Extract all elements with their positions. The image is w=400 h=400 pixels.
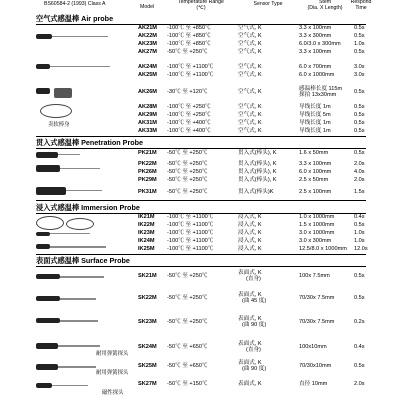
- time-cell: 0.5s: [354, 33, 365, 39]
- probe-label-sk25: 耐用弹簧探头: [96, 370, 129, 376]
- model-cell: AK25M: [138, 72, 157, 78]
- time-cell: 0.4s: [354, 344, 365, 350]
- type-cell: 浸入式, K: [238, 246, 262, 252]
- temp-cell: -50℃ 至 +250℃: [167, 273, 208, 279]
- model-cell: IK21M: [138, 214, 155, 220]
- type-cell: 表面式, K: [238, 292, 262, 298]
- time-cell: 4.0s: [354, 169, 365, 175]
- probe-rod: [58, 366, 96, 368]
- section-immersion-probe: 浸入式感温棒 Immersion Probe: [36, 202, 366, 213]
- type-cell-2: (曲 90 度): [242, 366, 267, 372]
- model-cell: AK23M: [138, 41, 157, 47]
- temp-cell: -50℃ 至 +250℃: [167, 150, 208, 156]
- probe-label-sk27: 磁性探头: [102, 390, 124, 396]
- probe-illustration-penetration: [36, 150, 126, 200]
- temp-cell: -100℃ 至 +850℃: [167, 33, 211, 39]
- model-cell: AK28M: [138, 104, 157, 110]
- model-cell: AK29M: [138, 112, 157, 118]
- time-cell: 3.0s: [354, 72, 365, 78]
- model-cell: AK22M: [138, 33, 157, 39]
- time-cell: 0.5s: [354, 363, 365, 369]
- probe-rod: [60, 276, 104, 278]
- model-cell: PK22M: [138, 161, 157, 167]
- probe-rod: [50, 233, 90, 234]
- section-surface-probe: 表面式感温棒 Surface Probe: [36, 255, 366, 266]
- probe-handle: [36, 364, 58, 370]
- stem-cell: 12.5/8.0 x 1000mm: [299, 246, 347, 252]
- temp-cell: -50℃ 至 +250℃: [167, 177, 208, 183]
- stem-cell: 3.0 x 1000mm: [299, 230, 335, 236]
- model-cell: AK27M: [138, 49, 157, 55]
- model-cell: AK26M: [138, 89, 157, 95]
- section-air-probe: 空气式感温棒 Air probe: [36, 13, 366, 24]
- model-cell: IK24M: [138, 238, 155, 244]
- stem-cell: 6.0 x 100mm: [299, 169, 332, 175]
- stem-cell: 3.0 x 300mm: [299, 238, 332, 244]
- table-row: [36, 127, 366, 135]
- type-cell: 空气式, K: [238, 89, 262, 95]
- temp-cell: -100℃ 至 +250℃: [167, 112, 211, 118]
- respond-sub-header: Time: [355, 5, 367, 11]
- probe-handle: [36, 232, 50, 236]
- stem-cell: 6.0 x 700mm: [299, 64, 332, 70]
- stem-cell: 1.6 x 50mm: [299, 150, 329, 156]
- time-cell: 1.0s: [354, 41, 365, 47]
- stem-cell: 70/30x 7.5mm: [299, 295, 335, 301]
- type-cell: 表面式, K: [238, 341, 262, 347]
- probe-handle: [36, 187, 66, 195]
- stem-cell: 1.5 x 1000mm: [299, 222, 335, 228]
- time-cell: 3.0s: [354, 64, 365, 70]
- type-cell: 表面式, K: [238, 270, 262, 276]
- time-cell: 0.5s: [354, 150, 365, 156]
- temp-range-header: Temperature Range: [178, 0, 224, 5]
- air-handle-note: 卖软棒身: [48, 122, 70, 128]
- probe-rod: [52, 36, 108, 37]
- time-cell: 0.5s: [354, 112, 365, 118]
- stem-cell: 2.5 x 50mm: [299, 177, 329, 183]
- probe-rod: [66, 190, 102, 191]
- stem-cell: 3.3 x 100mm: [299, 161, 332, 167]
- time-cell: 0.5s: [354, 222, 365, 228]
- probe-handle: [36, 34, 52, 39]
- time-cell: 0.5s: [354, 128, 365, 134]
- stem-cell: 导线长度 5m: [299, 112, 331, 118]
- table-header: [0, 0, 400, 13]
- temp-cell: -50℃ 至 +650℃: [167, 363, 208, 369]
- type-cell: 空气式, K: [238, 64, 262, 70]
- temp-cell: -50℃ 至 +250℃: [167, 49, 208, 55]
- temp-cell: -30℃ 至 +120℃: [167, 89, 208, 95]
- temp-cell: -100℃ 至 +400℃: [167, 128, 211, 134]
- type-cell: 空气式, K: [238, 128, 262, 134]
- sensor-type-header: Sensor Type: [253, 1, 283, 7]
- time-cell: 0.2s: [354, 319, 365, 325]
- probe-handle: [36, 88, 50, 94]
- type-cell-2: (曲 90 度): [242, 322, 267, 328]
- probe-illustration-immersion: [36, 214, 126, 256]
- stem-cell: 70/30x10mm: [299, 363, 332, 369]
- time-cell: 0.5s: [354, 89, 365, 95]
- type-cell: 空气式, K: [238, 104, 262, 110]
- probe-rod: [60, 320, 98, 322]
- stem-cell: 6.0 x 1000mm: [299, 72, 335, 78]
- model-cell: SK21M: [138, 273, 157, 279]
- probe-handle: [36, 383, 52, 388]
- standard-label: BS60584-2 (1993) Class A: [44, 1, 106, 7]
- temp-cell: -50℃ 至 +250℃: [167, 319, 208, 325]
- probe-handle: [54, 88, 72, 98]
- type-cell-2: (直身): [246, 276, 261, 282]
- type-cell: 空气式, K: [238, 49, 262, 55]
- model-cell: SK27M: [138, 381, 157, 387]
- type-cell: 贯入式(棒头), K: [238, 150, 277, 156]
- model-cell: IK25M: [138, 246, 155, 252]
- stem-cell: 3.3 x 100mm: [299, 25, 332, 31]
- model-cell: PK31M: [138, 189, 157, 195]
- section-rule: [36, 266, 366, 267]
- probe-rod: [58, 154, 80, 155]
- temp-cell: -100℃ 至 +400℃: [167, 120, 211, 126]
- model-cell: SK22M: [138, 295, 157, 301]
- probe-rod: [60, 168, 100, 169]
- probe-rod: [50, 66, 110, 67]
- temp-cell: -50℃ 至 +250℃: [167, 189, 208, 195]
- model-cell: PK29M: [138, 177, 157, 183]
- stem-sub-header: (Dia. X Length): [307, 5, 343, 11]
- type-cell: 表面式, K: [238, 381, 262, 387]
- respond-header: Respond: [350, 0, 372, 5]
- stem-cell: 100x 7.5mm: [299, 273, 330, 279]
- time-cell: 0.5s: [354, 120, 365, 126]
- probe-rod: [50, 246, 106, 248]
- probe-cable: [36, 216, 64, 230]
- section-rule: [36, 200, 366, 201]
- type-cell: 空气式, K: [238, 72, 262, 78]
- temp-cell: -100℃ 至 +1100℃: [167, 222, 214, 228]
- probe-handle: [36, 152, 58, 158]
- temp-cell: -100℃ 至 +850℃: [167, 41, 211, 47]
- time-cell: 1.0s: [354, 230, 365, 236]
- stem-cell: 感温棒长度 115m: [299, 86, 343, 92]
- time-cell: 1.5s: [354, 189, 365, 195]
- probe-handle: [36, 274, 60, 279]
- model-cell: SK25M: [138, 363, 157, 369]
- model-cell: IK22M: [138, 222, 155, 228]
- type-cell-2: (曲 45 度): [242, 298, 267, 304]
- temp-cell: -100℃ 至 +1100℃: [167, 72, 214, 78]
- probe-rod: [58, 345, 100, 347]
- temp-cell: -100℃ 至 +250℃: [167, 104, 211, 110]
- type-cell: 贯入式(棒头), K: [238, 161, 277, 167]
- model-cell: AK24M: [138, 64, 157, 70]
- type-cell: 贯入式(棒头), K: [238, 169, 277, 175]
- probe-illustration-air: [36, 26, 126, 126]
- type-cell: 空气式, K: [238, 112, 262, 118]
- temp-cell: -50℃ 至 +250℃: [167, 161, 208, 167]
- temp-cell: -100℃ 至 +1100℃: [167, 230, 214, 236]
- model-cell: SK24M: [138, 344, 157, 350]
- probe-handle: [36, 64, 50, 69]
- time-cell: 2.0s: [354, 161, 365, 167]
- stem-cell-2: 探拍 13x30mm: [299, 92, 337, 98]
- type-cell-2: (直身): [246, 347, 261, 353]
- stem-cell: 2.5 x 100mm: [299, 189, 332, 195]
- type-cell: 浸入式, K: [238, 222, 262, 228]
- stem-cell: 3.3 x 100mm: [299, 49, 332, 55]
- probe-cable: [66, 218, 94, 230]
- type-cell: 浸入式, K: [238, 214, 262, 220]
- time-cell: 0.5s: [354, 273, 365, 279]
- type-cell: 贯入式(棒头)K: [238, 189, 274, 195]
- probe-illustration-surface: [36, 268, 129, 400]
- temp-unit-header: (℃): [196, 5, 206, 11]
- stem-cell: 导线长度 1m: [299, 128, 331, 134]
- time-cell: 1.0s: [354, 238, 365, 244]
- type-cell: 浸入式, K: [238, 238, 262, 244]
- type-cell: 空气式, K: [238, 120, 262, 126]
- stem-cell: 直径 10mm: [299, 381, 328, 387]
- type-cell: 空气式, K: [238, 41, 262, 47]
- stem-header: Stem: [318, 0, 332, 5]
- temp-cell: -100℃ 至 +1100℃: [167, 64, 214, 70]
- time-cell: 2.0s: [354, 381, 365, 387]
- time-cell: 0.5s: [354, 295, 365, 301]
- time-cell: 0.5s: [354, 25, 365, 31]
- probe-handle: [36, 343, 58, 349]
- temp-cell: -50℃ 至 +250℃: [167, 295, 208, 301]
- time-cell: 2.0s: [354, 177, 365, 183]
- section-penetration-probe: 贯入式感温棒 Penetration Probe: [36, 137, 366, 148]
- temp-cell: -100℃ 至 +1100℃: [167, 246, 214, 252]
- model-cell: SK23M: [138, 319, 157, 325]
- probe-label-sk24: 耐用弹簧探头: [96, 351, 129, 357]
- stem-cell: 导线长度 1m: [299, 104, 331, 110]
- temp-cell: -50℃ 至 +150℃: [167, 381, 208, 387]
- stem-cell: 6.0/3.0 x 300mm: [299, 41, 341, 47]
- type-cell: 表面式, K: [238, 316, 262, 322]
- probe-rod: [60, 298, 96, 300]
- model-header: Model: [140, 4, 155, 10]
- probe-handle: [36, 165, 60, 172]
- time-cell: 0.4s: [354, 214, 365, 220]
- temp-cell: -100℃ 至 +1100℃: [167, 214, 214, 220]
- temp-cell: -100℃ 至 +1100℃: [167, 238, 214, 244]
- model-cell: AK21M: [138, 25, 157, 31]
- time-cell: 12.0s: [354, 246, 368, 252]
- time-cell: 0.5s: [354, 104, 365, 110]
- model-cell: PK26M: [138, 169, 157, 175]
- type-cell: 贯入式(棒头), K: [238, 177, 277, 183]
- type-cell: 浸入式, K: [238, 230, 262, 236]
- probe-handle: [36, 296, 60, 301]
- stem-cell: 3.3 x 300mm: [299, 33, 332, 39]
- temp-cell: -50℃ 至 +250℃: [167, 169, 208, 175]
- type-cell: 空气式, K: [238, 33, 262, 39]
- stem-cell: 70/30x 7.5mm: [299, 319, 335, 325]
- time-cell: 0.5s: [354, 49, 365, 55]
- stem-cell: 100x10mm: [299, 344, 327, 350]
- model-cell: AK33M: [138, 128, 157, 134]
- model-cell: AK31M: [138, 120, 157, 126]
- temp-cell: -50℃ 至 +650℃: [167, 344, 208, 350]
- model-cell: IK23M: [138, 230, 155, 236]
- model-cell: PK21M: [138, 150, 157, 156]
- temp-cell: -100℃ 至 +850℃: [167, 25, 211, 31]
- stem-cell: 导线长度 1m: [299, 120, 331, 126]
- stem-cell: 1.0 x 1000mm: [299, 214, 335, 220]
- probe-rod: [52, 385, 88, 386]
- type-cell: 表面式, K: [238, 360, 262, 366]
- probe-handle: [36, 318, 60, 323]
- probe-cable: [40, 104, 72, 118]
- type-cell: 空气式, K: [238, 25, 262, 31]
- probe-handle: [36, 244, 50, 249]
